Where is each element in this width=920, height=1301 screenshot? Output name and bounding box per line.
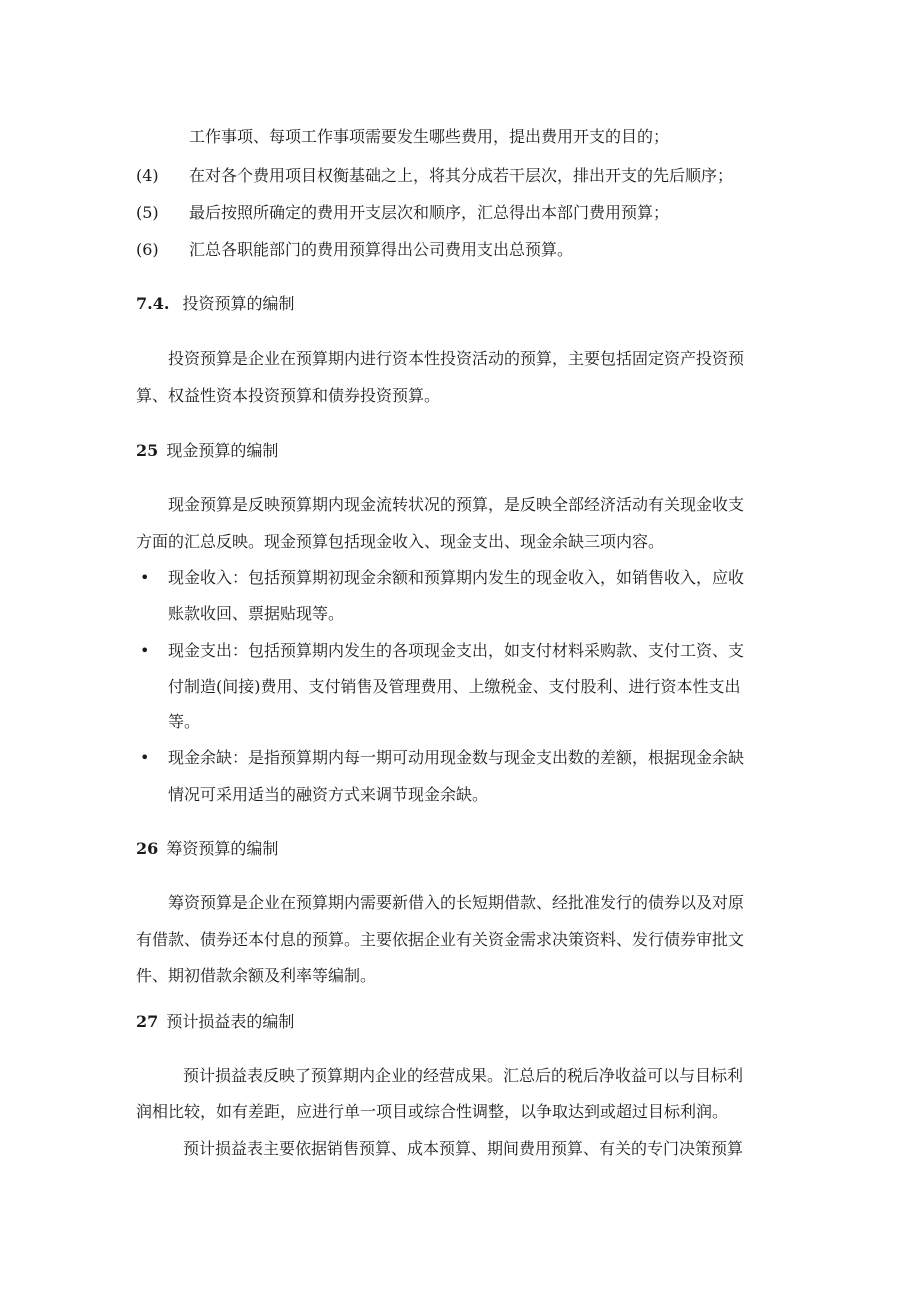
item-text: 在对各个费用项目权衡基础之上，将其分成若干层次，排出开支的先后顺序； xyxy=(189,166,734,185)
section-heading xyxy=(136,1012,294,1032)
paragraph-line: 现金预算是反映预算期内现金流转状况的预算，是反映全部经济活动有关现金收支 xyxy=(168,495,745,514)
section-number: 26 xyxy=(136,839,159,858)
section-heading xyxy=(136,294,295,314)
item-number: (5) xyxy=(136,203,159,222)
section-title: 筹资预算的编制 xyxy=(166,839,279,858)
section-title: 现金预算的编制 xyxy=(166,441,279,460)
section-title: 投资预算的编制 xyxy=(182,294,295,313)
paragraph-line: 件、期初借款余额及利率等编制。 xyxy=(136,966,377,985)
bullet-line: 现金收入：包括预算期初现金余额和预算期内发生的现金收入，如销售收入，应收 xyxy=(168,568,745,587)
bullet-line: 账款收回、票据贴现等。 xyxy=(168,604,345,623)
paragraph-line: 筹资预算是企业在预算期内需要新借入的长短期借款、经批准发行的债券以及对原 xyxy=(168,893,745,912)
paragraph-line: 投资预算是企业在预算期内进行资本性投资活动的预算，主要包括固定资产投资预 xyxy=(168,349,745,368)
item-text: 最后按照所确定的费用开支层次和顺序，汇总得出本部门费用预算； xyxy=(189,203,670,222)
bullet-line: 现金支出：包括预算期内发生的各项现金支出，如支付材料采购款、支付工资、支 xyxy=(168,641,745,660)
bullet-line: 情况可采用适当的融资方式来调节现金余缺。 xyxy=(168,785,489,804)
paragraph-line: 润相比较，如有差距，应进行单一项目或综合性调整，以争取达到或超过目标利润。 xyxy=(136,1102,729,1121)
section-heading xyxy=(136,839,278,859)
item-text: 汇总各职能部门的费用预算得出公司费用支出总预算。 xyxy=(189,240,574,259)
section-heading xyxy=(136,441,278,461)
bullet-line: 现金余缺：是指预算期内每一期可动用现金数与现金支出数的差额，根据现金余缺 xyxy=(168,748,745,767)
bullet-marker: • xyxy=(140,641,150,660)
paragraph-line: 预计损益表反映了预算期内企业的经营成果。汇总后的税后净收益可以与目标利 xyxy=(183,1066,744,1085)
bullet-line: 付制造(间接)费用、支付销售及管理费用、上缴税金、支付股利、进行资本性支出 xyxy=(168,677,741,696)
item-number: (4) xyxy=(136,166,159,185)
bullet-marker: • xyxy=(140,748,150,767)
paragraph-line: 有借款、债券还本付息的预算。主要依据企业有关资金需求决策资料、发行债券审批文 xyxy=(136,930,745,949)
section-title: 预计损益表的编制 xyxy=(166,1012,295,1031)
section-number: 27 xyxy=(136,1012,159,1031)
bullet-marker: • xyxy=(140,568,150,587)
section-number: 25 xyxy=(136,441,159,460)
section-number: 7.4. xyxy=(136,294,170,313)
paragraph-line: 预计损益表主要依据销售预算、成本预算、期间费用预算、有关的专门决策预算 xyxy=(183,1139,744,1158)
item-number: (6) xyxy=(136,240,159,259)
paragraph-line: 算、权益性资本投资预算和债券投资预算。 xyxy=(136,386,441,405)
continuation-line: 工作事项、每项工作事项需要发生哪些费用，提出费用开支的目的； xyxy=(189,127,670,146)
bullet-line: 等。 xyxy=(168,712,201,731)
paragraph-line: 方面的汇总反映。现金预算包括现金收入、现金支出、现金余缺三项内容。 xyxy=(136,532,665,551)
